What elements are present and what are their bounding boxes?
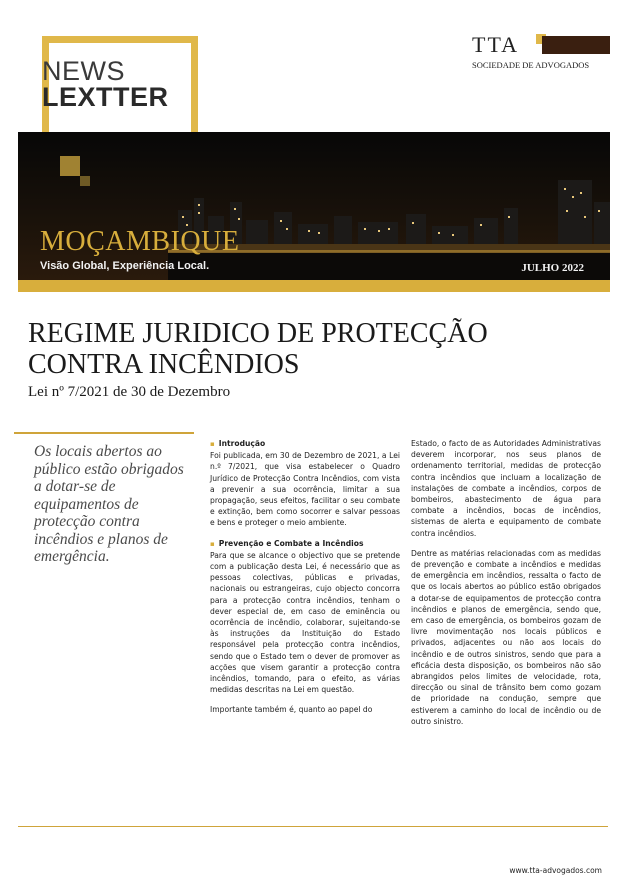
bullet-icon: ▪ [210, 440, 215, 448]
section-heading-prevencao [210, 538, 400, 550]
section-heading-text: Introdução [218, 439, 266, 448]
masthead-title [42, 58, 169, 110]
article-title: REGIME JURIDICO DE PROTECÇÃO CONTRA INCÊNDIOS [28, 318, 488, 380]
paragraph: Dentre as matérias relacionadas com as medidas de prevenção e combate a incêndios e medidas de emergência em incêndios, ressalta o facto de que os locais abertos ao público estão obrigados a dotar-se de equipamentos de protecção contra incêndios e planos de emergência, sendo que, em caso de emergência, os bombeiros gozam de livre movimentação nos locais públicos e privados, adjacentes ou não aos locais do incêndio e de outros sinistros, sendo que para a eficácia desta disposição, os bombeiros não são abrangidos pelos limites de velocidade, rota, direcção ou sinal de trânsito bem como gozam de prioridade na condução, sempre que estiverem a caminho do local de incêndio ou de outro sinistro. [411, 548, 601, 726]
section-heading-introducao [210, 438, 400, 450]
banner-small-square-icon [80, 176, 90, 186]
banner-square-icon [60, 156, 80, 176]
tta-logo [472, 32, 612, 70]
paragraph: Importante também é, quanto ao papel do [210, 705, 373, 715]
masthead-line1: NEWS [42, 56, 125, 86]
logo-subtitle: SOCIEDADE DE ADVOGADOS [472, 60, 590, 70]
footer-url[interactable]: www.tta-advogados.com [509, 866, 602, 875]
bullet-icon: ▪ [210, 539, 215, 548]
pull-quote: Os locais abertos ao público estão obrigados a dotar-se de equipamentos de protecção contra incêndios e planos de emergência. [34, 443, 184, 565]
article-column-1 [210, 438, 400, 725]
paragraph: Para que se alcance o objectivo que se pretende com a publicação desta Lei, é necessário que as pessoas colectivas, públicas e privadas, nacionais ou estrangeiras, cujo objecto concorra para a protecção contra incêndios, tenham o dever especial de, em caso de eminência ou ocorrência de incêndio, colaborar, sujeitando-se às instruções da Instituição do Estado responsável pela protecção contra incêndios, sendo que o Estado tem o dever de promover as acções que visem garantir a protecção contra incêndios, tomando, para o efeito, as várias medidas descritas na Lei em questão. [210, 550, 400, 695]
logo-name: TTA [472, 32, 520, 57]
section-heading-text: Prevenção e Combate a Incêndios [218, 538, 364, 548]
banner-country: MOÇAMBIQUE [40, 226, 240, 257]
footer-divider [18, 826, 608, 827]
banner-tagline: Visão Global, Experiência Local. [40, 260, 210, 272]
banner-gold-strip [18, 280, 610, 292]
logo-bar-icon [542, 36, 610, 54]
issue-date: JULHO 2022 [521, 262, 584, 274]
quote-divider [14, 432, 194, 434]
masthead-line2: LEXTTER [42, 82, 169, 112]
city-banner [18, 132, 610, 280]
paragraph: Foi publicada, em 30 de Dezembro de 2021, a Lei n.º 7/2021, que visa estabelecer o Quadro Jurídico de Protecção Contra Incêndios, com vista a prevenir a sua ocorrência, limitar a sua propagação, seus efeitos, facilitar o seu combate e extinção, bem como socorrer e salvar pessoas e bens e proteger o meio ambiente. [210, 451, 400, 528]
article-law: Lei nº 7/2021 de 30 de Dezembro [28, 384, 231, 400]
article-column-2 [411, 438, 601, 736]
paragraph: Estado, o facto de as Autoridades Administrativas deverem incorporar, nos seus planos de ordenamento territorial, medidas de protecção contra incêndios que incluam a localização de instalações de combate a incêndios, corpos de bombeiros, abastecimento de água para combate a incêndios, bocas de incêndios, sistemas de alerta e equipamento de combate contra incêndios. [411, 439, 601, 538]
